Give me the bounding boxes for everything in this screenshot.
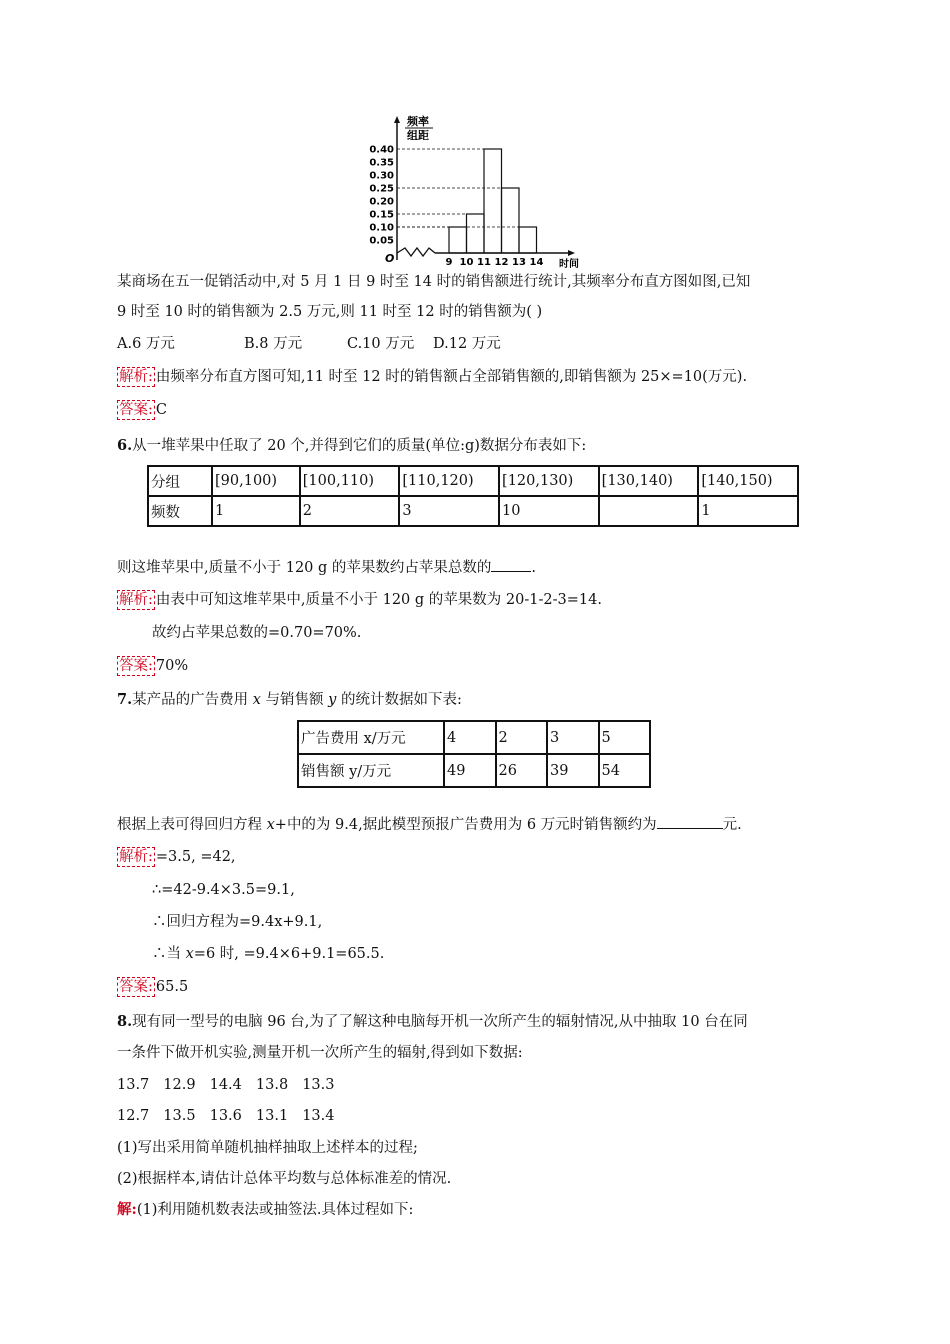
data-value: 13.3 [302,1077,335,1093]
table-cell: 54 [599,754,651,787]
q5-text-line-1: 某商场在五一促销活动中,对 5 月 1 日 9 时至 14 时的销售额进行统计,其频率分布直方图如图,已知 [117,274,751,290]
solution-tag: 解: [117,1201,137,1218]
q8-text-1: 现有同一型号的电脑 96 台,为了了解这种电脑每开机一次所产生的辐射情况,从中抽取 10 台在同 [132,1014,748,1030]
histogram-bar-9-10 [449,227,467,253]
q6-answer-blank [491,557,531,572]
q7-analysis [117,847,236,867]
q5-option-b: B.8 万元 [244,336,303,352]
table-row [148,466,798,496]
data-value: 13.7 [117,1077,150,1093]
analysis-tag: 解析: [119,849,153,865]
q6-text: 从一堆苹果中任取了 20 个,并得到它们的质量(单位:g)数据分布表如下: [132,438,587,454]
q5-analysis [117,367,747,387]
q6-analysis-text-1: 由表中可知这堆苹果中,质量不小于 120 g 的苹果数为 20-1-2-3=14. [155,592,602,608]
origin-label: O [385,252,395,265]
q7-data-table [297,720,651,788]
y-tick-label: 0.05 [369,235,394,247]
table-cell: 广告费用 x/万元 [298,721,444,754]
y-tick-label: 0.20 [369,196,394,208]
q6-question-end: . [531,560,537,576]
table-cell: [120,130) [499,466,599,496]
q8-stem-line-1 [117,1012,748,1032]
q6-analysis-text-2: 故约占苹果总数的=0.70=70%. [152,625,362,641]
table-cell: [100,110) [300,466,400,496]
table-cell: [90,100) [212,466,300,496]
q7-stem [117,690,462,710]
y-tick-label: 0.25 [369,183,394,195]
q7-question [117,814,742,835]
data-value: 13.1 [255,1108,289,1124]
table-cell: 3 [399,496,499,526]
answer-tag: 答案: [119,979,153,995]
q6-answer [117,656,188,676]
histogram-bar-11-12 [484,149,502,253]
q7-analysis-4a: ∴当 [152,946,186,962]
data-value: 13.8 [255,1077,289,1093]
q7-analysis-text-3: ∴回归方程为=9.4x+9.1, [152,914,323,930]
q5-option-a: A.6 万元 [117,336,175,352]
q7-question-var: x+ [266,817,287,833]
data-value: 12.7 [117,1108,150,1124]
table-row [148,496,798,526]
answer-tag: 答案: [119,402,153,418]
q6-distribution-table [147,465,799,527]
q7-answer-text: 65.5 [155,979,189,995]
analysis-tag: 解析: [119,592,153,608]
table-row [298,721,650,754]
x-tick-label: 9 [445,257,453,268]
q7-var-y: y [328,692,337,708]
y-tick-label: 0.10 [369,222,394,234]
table-cell: 分组 [148,466,212,496]
q7-text-a: 某产品的广告费用 [132,692,253,708]
q7-text-b: 与销售额 [260,692,329,708]
table-cell: 2 [300,496,400,526]
q5-analysis-text: 由频率分布直方图可知,11 时至 12 时的销售额占全部销售额的,即销售额为 25×=10(万元). [155,369,748,385]
q7-answer [117,977,188,997]
table-cell [599,496,699,526]
q5-answer [117,400,167,420]
x-tick-label: 10 [459,257,474,268]
data-value: 14.4 [209,1077,242,1093]
q6-number: 6. [117,437,133,454]
y-tick-label: 0.40 [369,144,394,156]
q7-analysis-4b: =6 时, =9.4×6+9.1=65.5. [193,946,385,962]
x-tick-label: 11 [477,257,491,268]
q7-question-end: 元. [722,817,742,833]
data-value: 13.4 [302,1108,335,1124]
y-tick-labels [369,145,394,247]
table-cell: [110,120) [399,466,499,496]
y-tick-label: 0.15 [369,209,394,221]
q7-analysis-line-4 [152,944,384,964]
table-cell: [130,140) [599,466,699,496]
ylabel-bottom: 组距 [407,129,429,142]
q5-option-c: C.10 万元 [347,336,415,352]
q6-question [117,557,536,578]
histogram-bar-12-13 [502,188,520,253]
histogram-dashed-guides [397,149,519,227]
table-cell: 49 [444,754,496,787]
data-value: 13.6 [209,1108,242,1124]
q6-question-text: 则这堆苹果中,质量不小于 120 g 的苹果数约占苹果总数的 [117,560,492,576]
q7-text-c: 的统计数据如下表: [336,692,462,708]
table-cell: 3 [547,721,599,754]
x-tick-label: 13 [512,257,526,268]
table-cell: 4 [444,721,496,754]
y-tick-label: 0.35 [369,157,394,169]
q8-data-row-1 [117,1075,348,1095]
analysis-tag: 解析: [119,369,153,385]
table-cell: [140,150) [698,466,798,496]
histogram-bar-13-14 [519,227,537,253]
q7-analysis-text-2: ∴=42-9.4×3.5=9.1, [152,882,295,898]
y-tick-label: 0.30 [369,170,394,182]
q8-part-2: (2)根据样本,请估计总体平均数与总体标准差的情况. [117,1171,452,1187]
q8-number: 8. [117,1013,133,1030]
q5-text-line-2: 9 时至 10 时的销售额为 2.5 万元,则 11 时至 12 时的销售额为( ) [117,304,543,320]
q5-answer-text: C [155,402,167,418]
x-tick-labels [446,257,544,268]
q8-solution [117,1200,413,1220]
q7-var-x: x [252,692,261,708]
table-row [298,754,650,787]
x-axis-label: 时间 [559,259,579,270]
q8-part-1: (1)写出采用简单随机抽样抽取上述样本的过程; [117,1140,418,1156]
frequency-histogram [355,108,595,270]
q6-answer-text: 70% [155,658,189,674]
table-cell: 1 [212,496,300,526]
ylabel-top: 频率 [407,115,429,128]
x-axis-arrow [568,250,575,256]
table-cell: 1 [698,496,798,526]
q8-stem-line-2: 一条件下做开机实验,测量开机一次所产生的辐射,得到如下数据: [117,1045,523,1061]
q7-analysis-text-1: =3.5, =42, [155,849,236,865]
q7-number: 7. [117,691,133,708]
table-cell: 10 [499,496,599,526]
q8-data-row-2 [117,1106,348,1126]
q8-solution-text: (1)利用随机数表法或抽签法.具体过程如下: [136,1202,414,1218]
q7-question-b: 中的为 9.4,据此模型预报广告费用为 6 万元时销售额约为 [286,817,657,833]
table-cell: 2 [496,721,548,754]
q7-question-a: 根据上表可得回归方程 [117,817,267,833]
q6-stem [117,436,586,456]
table-cell: 26 [496,754,548,787]
q7-analysis-4-var: x [185,946,194,962]
table-cell: 频数 [148,496,212,526]
table-cell: 销售额 y/万元 [298,754,444,787]
data-value: 12.9 [163,1077,196,1093]
y-axis-arrow [394,116,400,123]
q7-answer-blank [657,814,723,829]
data-value: 13.5 [163,1108,196,1124]
histogram-bars [449,149,537,253]
table-cell: 39 [547,754,599,787]
x-tick-label: 14 [529,257,544,268]
q5-options [117,334,501,354]
answer-tag: 答案: [119,658,153,674]
x-tick-label: 12 [494,257,509,268]
histogram-bar-10-11 [467,214,485,253]
q5-option-d: D.12 万元 [433,336,501,352]
q6-analysis [117,590,602,610]
table-cell: 5 [599,721,651,754]
x-axis-break [397,248,435,256]
